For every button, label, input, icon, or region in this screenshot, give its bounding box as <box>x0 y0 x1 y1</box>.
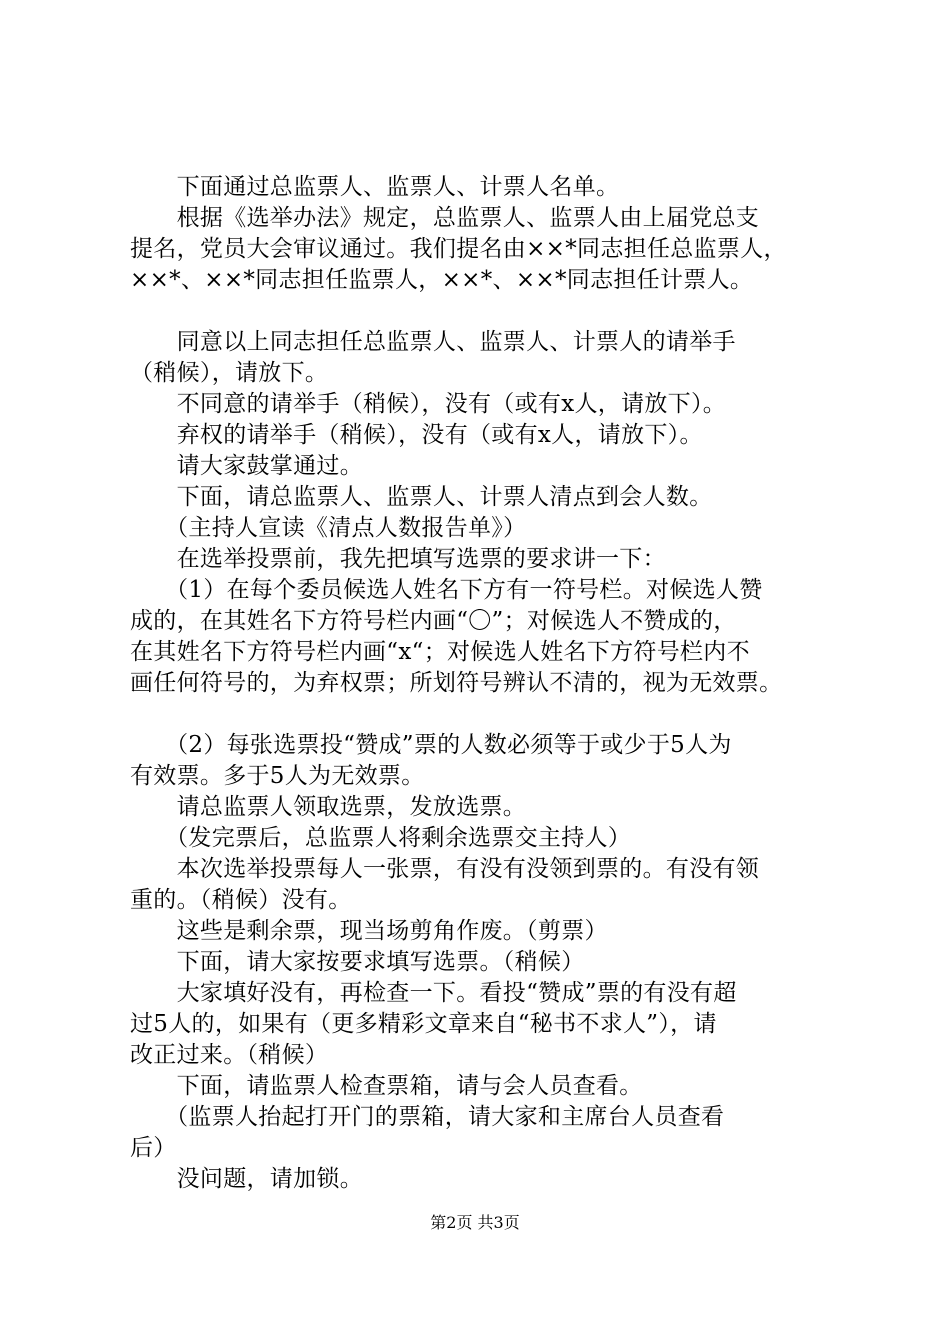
text-line: （2）每张选票投“赞成”票的人数必须等于或少于5人为 <box>130 732 732 758</box>
text-line: （监票人抬起打开门的票箱，请大家和主席台人员查看 <box>130 1104 725 1130</box>
text-line: （稍候），请放下。 <box>130 360 329 386</box>
text-line: 下面通过总监票人、监票人、计票人名单。 <box>130 174 620 200</box>
text-line: 在其姓名下方符号栏内画“x“；对候选人姓名下方符号栏内不 <box>130 639 750 665</box>
text-line: 不同意的请举手（稍候），没有（或有x人，请放下）。 <box>130 391 727 417</box>
text-line: 这些是剩余票，现当场剪角作废。（剪票） <box>130 918 608 944</box>
paragraph-gap <box>130 699 850 730</box>
text-line: 画任何符号的，为弃权票；所划符号辨认不清的，视为无效票。 <box>130 670 783 696</box>
text-line: 后） <box>130 1135 177 1161</box>
document-body <box>130 172 850 1195</box>
text-line: 下面，请监票人检查票箱，请与会人员查看。 <box>130 1073 643 1099</box>
text-line: 下面，请大家按要求填写选票。（稍候） <box>130 949 585 975</box>
text-line: 成的，在其姓名下方符号栏内画“〇”；对候选人不赞成的， <box>130 608 737 634</box>
text-line: 同意以上同志担任总监票人、监票人、计票人的请举手 <box>130 329 736 355</box>
text-line: 根据《选举办法》规定，总监票人、监票人由上届党总支 <box>130 205 760 231</box>
text-line: 大家填好没有，再检查一下。看投“赞成”票的有没有超 <box>130 980 737 1006</box>
text-line: 下面，请总监票人、监票人、计票人清点到会人数。 <box>130 484 713 510</box>
text-line: 弃权的请举手（稍候），没有（或有x人，请放下）。 <box>130 422 703 448</box>
paragraph-gap <box>130 296 850 327</box>
text-line: 本次选举投票每人一张票，有没有没领到票的。有没有领 <box>130 856 760 882</box>
text-line: 提名，党员大会审议通过。我们提名由××*同志担任总监票人， <box>130 236 787 262</box>
text-line: ××*、××*同志担任监票人，××*、××*同志担任计票人。 <box>130 267 754 293</box>
text-line: （发完票后，总监票人将剩余选票交主持人） <box>130 825 632 851</box>
text-line: 没问题，请加锁。 <box>130 1166 363 1192</box>
text-line: 请大家鼓掌通过。 <box>130 453 363 479</box>
page-number-footer: 第2页 共3页 <box>430 1213 520 1232</box>
text-line: 过5人的，如果有（更多精彩文章来自“秘书不求人”），请 <box>130 1011 717 1037</box>
text-line: 请总监票人领取选票，发放选票。 <box>130 794 527 820</box>
text-line: （主持人宣读《清点人数报告单》） <box>130 515 527 541</box>
text-line: 有效票。多于5人为无效票。 <box>130 763 425 789</box>
text-line: 在选举投票前，我先把填写选票的要求讲一下： <box>130 546 666 572</box>
text-line: （1）在每个委员候选人姓名下方有一符号栏。对候选人赞 <box>130 577 763 603</box>
text-line: 重的。（稍候）没有。 <box>130 887 352 913</box>
text-line: 改正过来。（稍候） <box>130 1042 329 1068</box>
